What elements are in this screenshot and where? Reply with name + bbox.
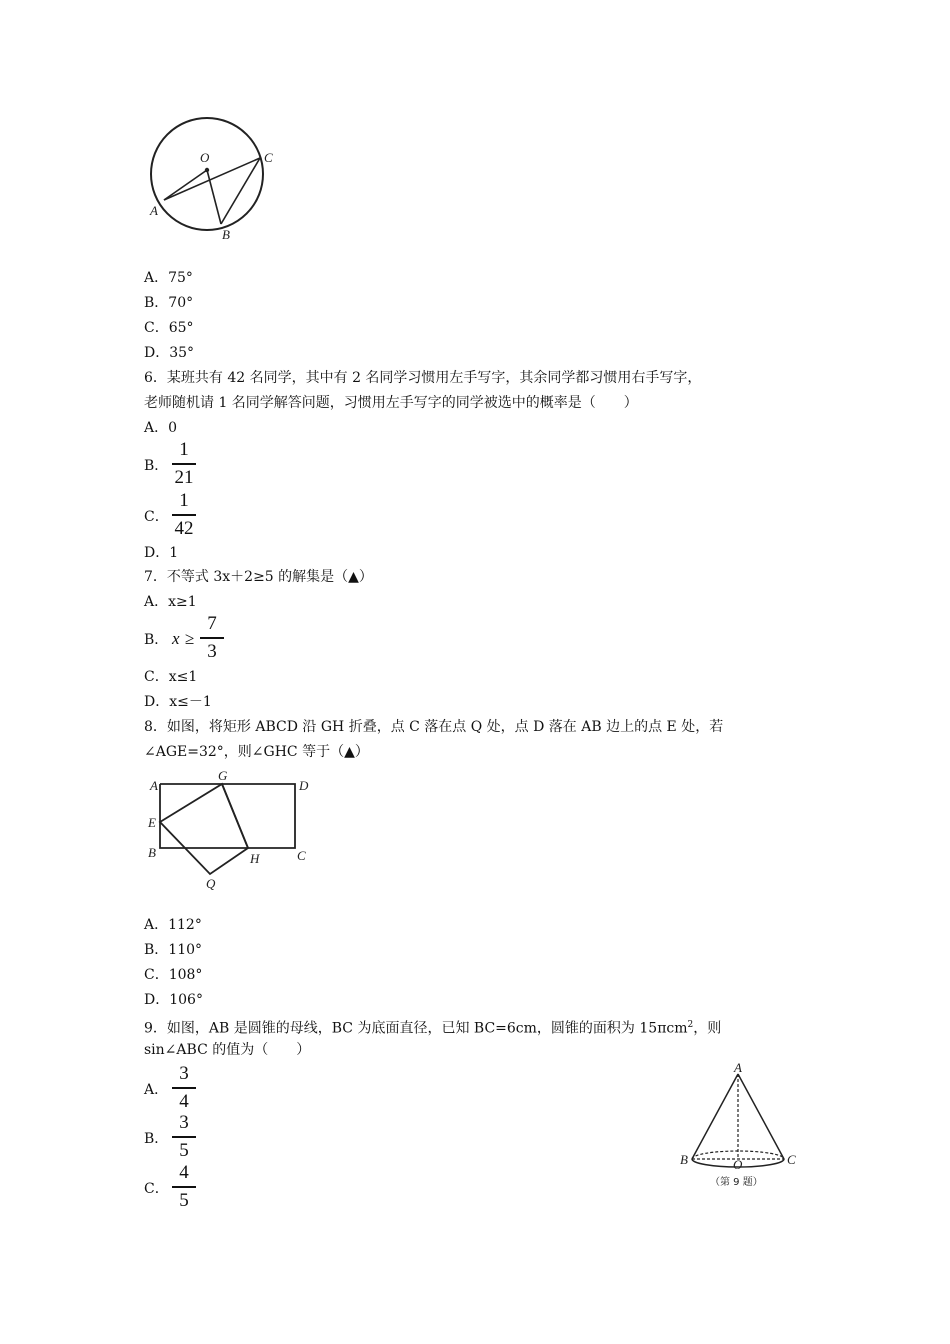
fraction-denominator: 42	[174, 517, 194, 539]
q9-stem-line1	[144, 1015, 721, 1039]
label-g: G	[218, 768, 228, 783]
fraction-denominator: 21	[174, 466, 194, 488]
q7-option-d: D．x≤－1	[144, 694, 212, 710]
fraction-bar	[200, 637, 224, 639]
q6-option-c-fraction	[172, 489, 196, 541]
q6-stem-line1: 6．某班共有 42 名同学，其中有 2 名同学习惯用左手写字，其余同学都习惯用右手写字，	[144, 370, 702, 386]
label-c: C	[787, 1152, 796, 1167]
label-a: A	[150, 778, 158, 793]
label-q: Q	[206, 876, 216, 891]
superscript-exponent: 2	[687, 1020, 694, 1030]
q9-option-b-label: B．	[144, 1131, 169, 1147]
label-o: O	[733, 1157, 743, 1172]
q7-stem: 7．不等式 3x＋2≥5 的解集是（▲）	[144, 569, 373, 585]
label-b: B	[680, 1152, 688, 1167]
q9-option-b-fraction	[172, 1111, 196, 1163]
q8-option-a: A．112°	[144, 917, 202, 933]
q7-option-a: A．x≥1	[144, 594, 197, 610]
fraction-denominator: 3	[207, 640, 217, 662]
q8-stem-line1: 8．如图，将矩形 ABCD 沿 GH 折叠，点 C 落在点 Q 处，点 D 落在 AB 边上的点 E 处，若	[144, 719, 724, 735]
slant-ac	[738, 1074, 784, 1159]
label-b: B	[222, 227, 230, 242]
q8-stem-line2: ∠AGE=32°，则∠GHC 等于（▲）	[144, 744, 369, 760]
segment-oa	[164, 170, 207, 200]
q6-option-a: A．0	[144, 420, 178, 436]
q6-option-b-fraction	[172, 438, 196, 490]
circle-outline	[151, 118, 263, 230]
q5-option-b: B．70°	[144, 295, 194, 311]
circle-figure	[140, 112, 290, 244]
q6-option-c-label: C．	[144, 509, 169, 525]
fraction-denominator: 5	[179, 1139, 189, 1161]
fraction-numerator: 1	[179, 439, 189, 460]
variable-x: x	[172, 629, 180, 648]
q9-stem-line2: sin∠ABC 的值为（ ）	[144, 1042, 311, 1058]
q5-option-c: C．65°	[144, 320, 194, 336]
q6-option-d: D．1	[144, 545, 179, 561]
q5-option-a: A．75°	[144, 270, 193, 286]
fraction-numerator: 1	[179, 490, 189, 511]
q8-option-b: B．110°	[144, 942, 203, 958]
fraction-bar	[172, 514, 196, 516]
fraction-numerator: 3	[179, 1112, 189, 1133]
q5-option-d: D．35°	[144, 345, 195, 361]
label-b: B	[148, 845, 156, 860]
q8-option-c: C．108°	[144, 967, 203, 983]
q6-stem-line2: 老师随机请 1 名同学解答问题，习惯用左手写字的同学被选中的概率是（ ）	[144, 395, 638, 411]
q9-option-a-label: A．	[144, 1082, 169, 1098]
slant-ab	[692, 1074, 738, 1159]
label-a: A	[150, 203, 158, 218]
rectangle-outline	[160, 784, 295, 848]
q9-option-c-label: C．	[144, 1181, 169, 1197]
q9-option-c-fraction	[172, 1161, 196, 1213]
q8-option-d: D．106°	[144, 992, 203, 1008]
fold-line-gh	[222, 784, 248, 848]
fraction-bar	[172, 1186, 196, 1188]
q9-stem-text: 9．如图，AB 是圆锥的母线，BC 为底面直径，已知 BC=6cm，圆锥的面积为 15πcm	[144, 1020, 688, 1037]
relation-symbol: ≥	[185, 629, 195, 648]
label-d: D	[299, 778, 309, 793]
fraction-bar	[172, 463, 196, 465]
q7-option-b-fraction	[200, 612, 224, 664]
label-o: O	[200, 150, 210, 165]
fraction-denominator: 4	[179, 1090, 189, 1112]
folded-quadrilateral	[160, 784, 248, 874]
fraction-denominator: 5	[179, 1189, 189, 1211]
segment-ac	[164, 158, 260, 200]
fraction-bar	[172, 1087, 196, 1089]
label-e: E	[148, 815, 156, 830]
q7-option-c: C．x≤1	[144, 669, 198, 685]
cone-figure	[672, 1062, 812, 1192]
center-dot	[205, 168, 209, 172]
figure-caption: （第 9 题）	[710, 1177, 763, 1188]
label-c: C	[297, 848, 306, 863]
q6-option-b-label: B．	[144, 458, 169, 474]
q9-option-a-fraction	[172, 1062, 196, 1114]
label-a: A	[734, 1062, 742, 1075]
fraction-numerator: 3	[179, 1063, 189, 1084]
q7-option-b	[144, 612, 244, 666]
fraction-bar	[172, 1136, 196, 1138]
fraction-numerator: 7	[207, 613, 217, 634]
rectangle-fold-figure	[140, 764, 320, 894]
segment-bc	[221, 158, 260, 224]
fraction-numerator: 4	[179, 1162, 189, 1183]
label-h: H	[250, 851, 260, 866]
q7-option-b-label: B．	[144, 632, 169, 648]
label-c: C	[264, 150, 273, 165]
q9-stem-tail: ，则	[693, 1020, 722, 1037]
